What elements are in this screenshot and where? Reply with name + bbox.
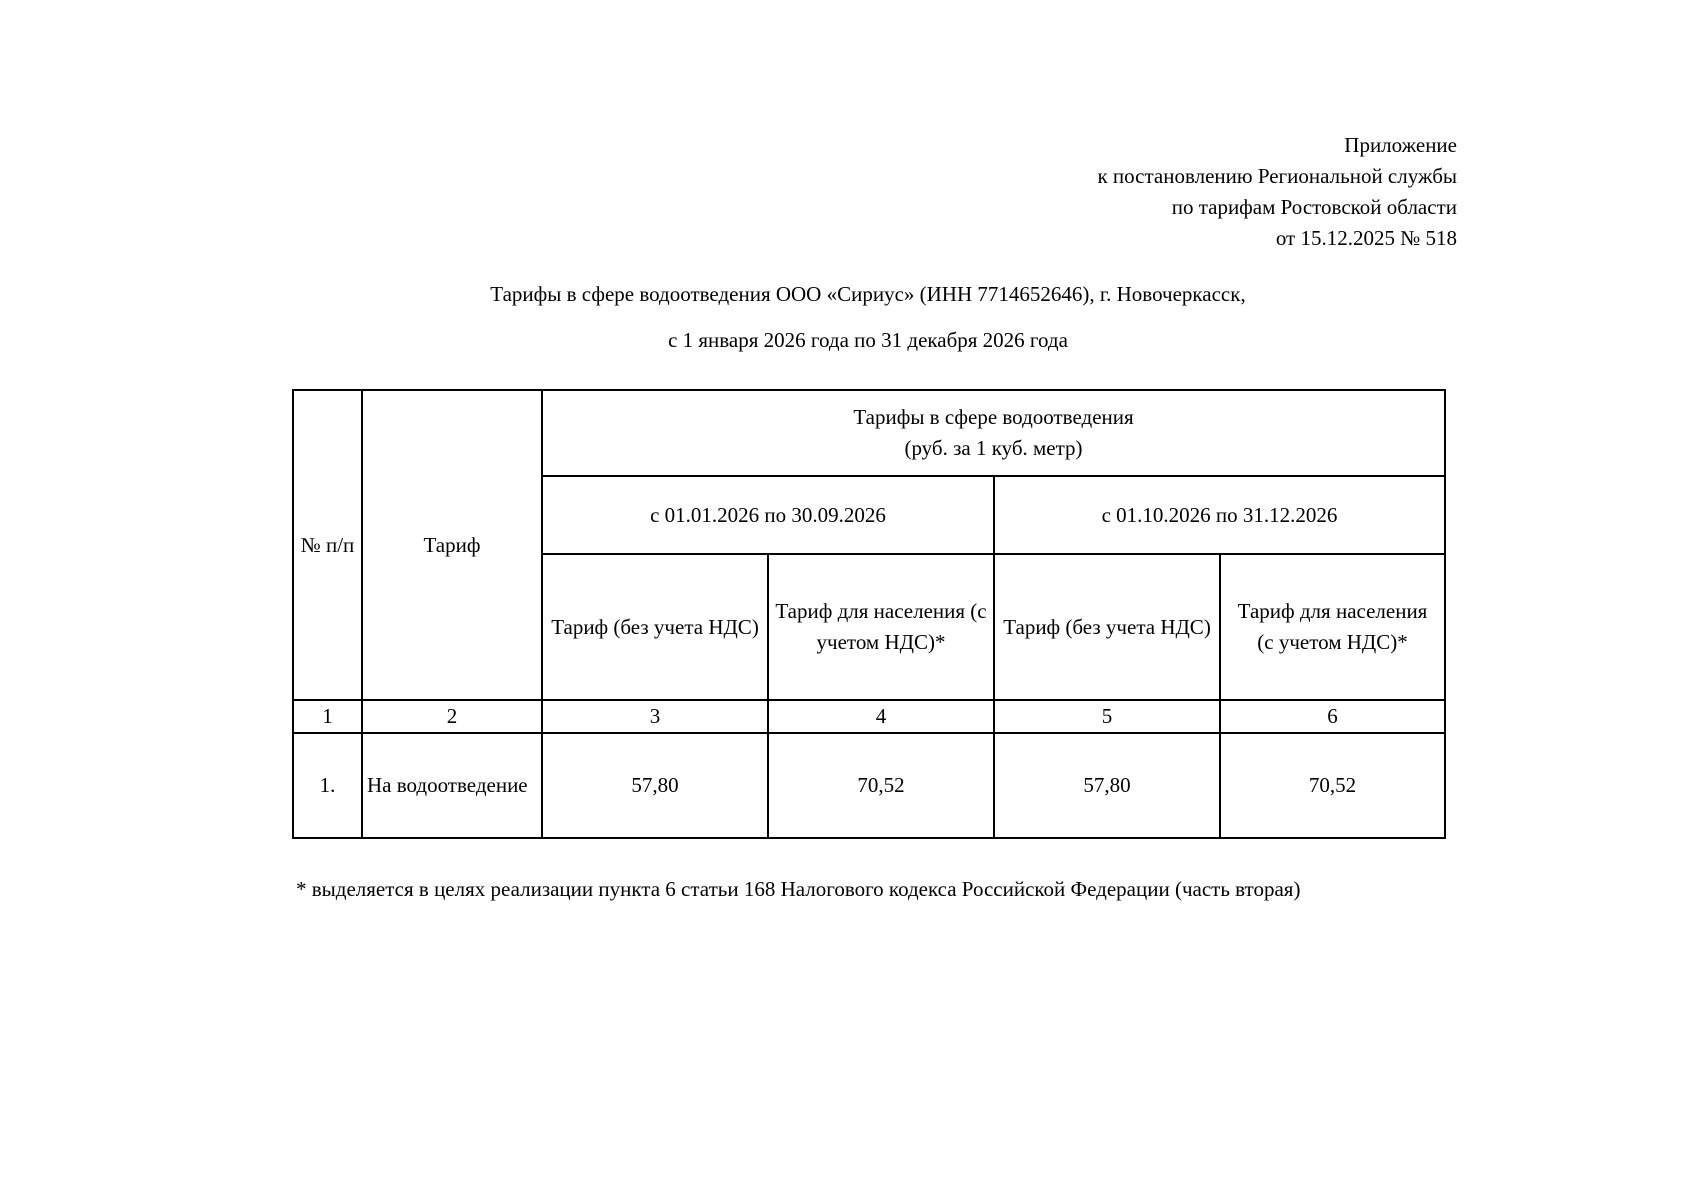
header-tariff: Тариф: [362, 390, 542, 700]
header-period-1: с 01.01.2026 по 30.09.2026: [542, 476, 994, 554]
header-period-2: с 01.10.2026 по 31.12.2026: [994, 476, 1445, 554]
row-value: 57,80: [994, 733, 1220, 838]
column-number: 6: [1220, 700, 1445, 733]
column-number: 5: [994, 700, 1220, 733]
appendix-line-4: от 15.12.2025 № 518: [1275, 226, 1457, 250]
document-title-line-1: Тарифы в сфере водоотведения ООО «Сириус» (ИНН 7714652646), г. Новочеркасск,: [490, 282, 1246, 306]
header-group: [542, 390, 1445, 476]
column-number: 4: [768, 700, 994, 733]
subheader-4: Тариф для населения (с учетом НДС)*: [1220, 554, 1445, 700]
row-name: На водоотведение: [362, 733, 542, 838]
header-group-line-1: Тарифы в сфере водоотведения: [853, 405, 1134, 429]
header-number: № п/п: [293, 390, 362, 700]
row-value: 57,80: [542, 733, 768, 838]
subheader-3: Тариф (без учета НДС): [994, 554, 1220, 700]
header-group-line-2: (руб. за 1 куб. метр): [904, 436, 1083, 460]
subheader-1: Тариф (без учета НДС): [542, 554, 768, 700]
footnote: * выделяется в целях реализации пункта 6 статьи 168 Налогового кодекса Российской Федерации (часть вторая): [296, 877, 1301, 901]
appendix-line-2: к постановлению Региональной службы: [1097, 164, 1457, 188]
document-title-line-2: с 1 января 2026 года по 31 декабря 2026 года: [668, 328, 1068, 352]
column-number: 3: [542, 700, 768, 733]
column-number-row: [293, 700, 1445, 733]
appendix-block: [1097, 130, 1457, 254]
appendix-line-1: Приложение: [1344, 133, 1457, 157]
column-number: 1: [293, 700, 362, 733]
tariff-table: [292, 389, 1446, 839]
column-number: 2: [362, 700, 542, 733]
row-number: 1.: [293, 733, 362, 838]
table-row: [293, 733, 1445, 838]
subheader-2: Тариф для населения (с учетом НДС)*: [768, 554, 994, 700]
row-value: 70,52: [1220, 733, 1445, 838]
appendix-line-3: по тарифам Ростовской области: [1171, 195, 1457, 219]
row-value: 70,52: [768, 733, 994, 838]
